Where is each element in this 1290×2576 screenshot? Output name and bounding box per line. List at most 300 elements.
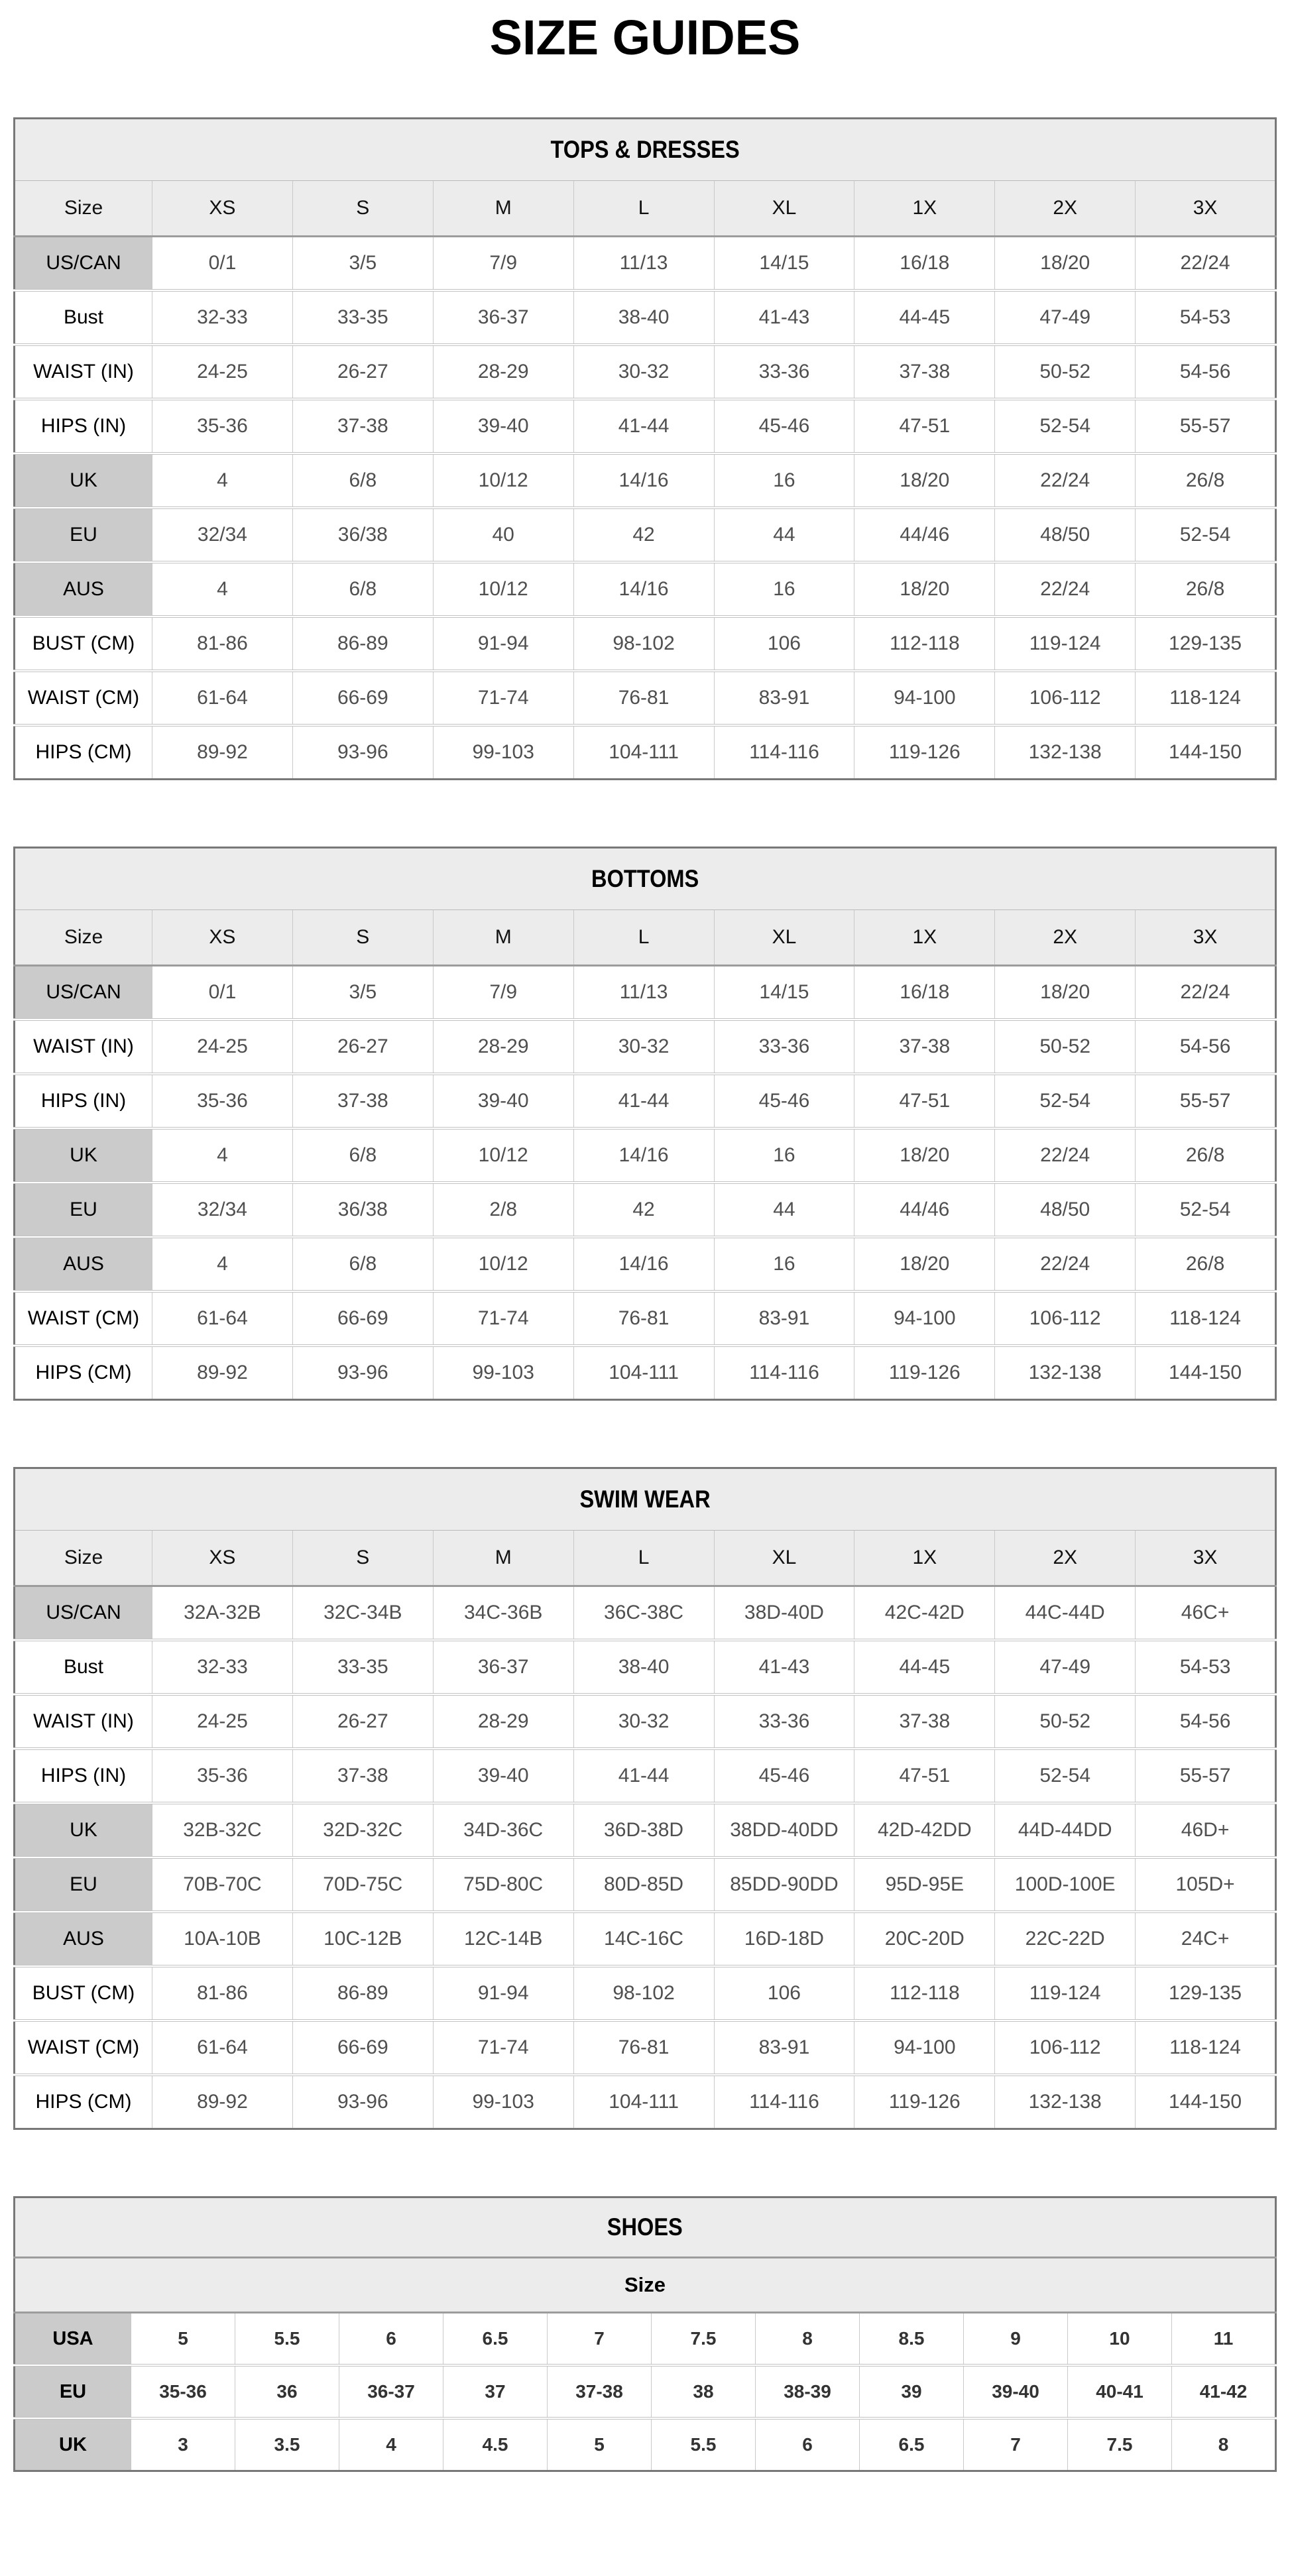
- cell: 7: [548, 2313, 652, 2366]
- row-label: UK: [15, 2418, 131, 2471]
- header-s: S: [292, 181, 433, 237]
- table-row-hips-in: [15, 399, 1276, 453]
- cell: 32/34: [152, 1183, 293, 1237]
- cell: 55-57: [1136, 399, 1276, 453]
- cell: 106: [714, 1966, 854, 2020]
- cell: 36/38: [292, 508, 433, 562]
- cell: 47-49: [995, 290, 1136, 345]
- cell: 119-124: [995, 1966, 1136, 2020]
- table-row-eu: [15, 1183, 1276, 1237]
- cell: 30-32: [573, 345, 714, 399]
- header-size: Size: [15, 910, 152, 966]
- cell: 36D-38D: [573, 1803, 714, 1857]
- page-title: SIZE GUIDES: [489, 10, 801, 65]
- cell: 26-27: [292, 1020, 433, 1074]
- cell: 114-116: [714, 2075, 854, 2129]
- cell: 36/38: [292, 1183, 433, 1237]
- cell: 66-69: [292, 1291, 433, 1346]
- cell: 37-38: [854, 345, 995, 399]
- cell: 114-116: [714, 725, 854, 780]
- cell: 104-111: [573, 725, 714, 780]
- row-label: UK: [15, 1128, 152, 1183]
- cell: 37: [443, 2365, 548, 2418]
- table-title-row: [15, 1468, 1276, 1531]
- size-band-cell: [15, 2258, 1276, 2313]
- cell: 14/16: [573, 1237, 714, 1291]
- header-m: M: [433, 1531, 573, 1586]
- table-row-waist-cm: [15, 671, 1276, 725]
- cell: 54-56: [1136, 1694, 1276, 1749]
- table-row-hips-cm: [15, 1346, 1276, 1400]
- header-l: L: [573, 910, 714, 966]
- table-title: TOPS & DRESSES: [550, 136, 740, 164]
- cell: 16: [714, 562, 854, 616]
- cell: 50-52: [995, 1020, 1136, 1074]
- cell: 3/5: [292, 237, 433, 291]
- cell: 44: [714, 508, 854, 562]
- cell: 36-37: [433, 1640, 573, 1694]
- cell: 106-112: [995, 2020, 1136, 2075]
- cell: 52-54: [995, 399, 1136, 453]
- cell: 52-54: [995, 1074, 1136, 1128]
- table-shoes: [13, 2196, 1277, 2472]
- cell: 10: [1068, 2313, 1172, 2366]
- cell: 37-38: [854, 1020, 995, 1074]
- cell: 93-96: [292, 2075, 433, 2129]
- cell: 6/8: [292, 453, 433, 508]
- cell: 91-94: [433, 1966, 573, 2020]
- cell: 119-126: [854, 1346, 995, 1400]
- cell: 34D-36C: [433, 1803, 573, 1857]
- table-title: SHOES: [607, 2213, 683, 2241]
- table-row-eu: [15, 1857, 1276, 1912]
- cell: 16D-18D: [714, 1912, 854, 1966]
- cell: 89-92: [152, 1346, 293, 1400]
- cell: 80D-85D: [573, 1857, 714, 1912]
- cell: 91-94: [433, 616, 573, 671]
- cell: 86-89: [292, 616, 433, 671]
- cell: 22C-22D: [995, 1912, 1136, 1966]
- cell: 104-111: [573, 1346, 714, 1400]
- cell: 32-33: [152, 290, 293, 345]
- table-row-uk: [15, 1803, 1276, 1857]
- cell: 7.5: [652, 2313, 756, 2366]
- cell: 112-118: [854, 1966, 995, 2020]
- header-xs: XS: [152, 1531, 293, 1586]
- cell: 105D+: [1136, 1857, 1276, 1912]
- cell: 33-36: [714, 1020, 854, 1074]
- cell: 8: [1172, 2418, 1276, 2471]
- cell: 50-52: [995, 345, 1136, 399]
- cell: 37-38: [292, 399, 433, 453]
- cell: 76-81: [573, 1291, 714, 1346]
- cell: 39: [860, 2365, 964, 2418]
- cell: 36-37: [339, 2365, 443, 2418]
- row-label: AUS: [15, 1912, 152, 1966]
- table-row-waist-in: [15, 1020, 1276, 1074]
- cell: 6/8: [292, 562, 433, 616]
- header-3x: 3X: [1136, 910, 1276, 966]
- row-label: BUST (CM): [15, 616, 152, 671]
- cell: 44C-44D: [995, 1586, 1136, 1641]
- row-label: BUST (CM): [15, 1966, 152, 2020]
- table-row-aus: [15, 562, 1276, 616]
- table-row-aus: [15, 1237, 1276, 1291]
- cell: 99-103: [433, 725, 573, 780]
- table-row-hips-cm: [15, 2075, 1276, 2129]
- cell: 98-102: [573, 616, 714, 671]
- cell: 37-38: [292, 1749, 433, 1803]
- cell: 48/50: [995, 1183, 1136, 1237]
- cell: 4: [152, 562, 293, 616]
- cell: 45-46: [714, 399, 854, 453]
- cell: 39-40: [964, 2365, 1068, 2418]
- cell: 106-112: [995, 1291, 1136, 1346]
- row-label: US/CAN: [15, 237, 152, 291]
- cell: 61-64: [152, 2020, 293, 2075]
- table-row-us-can: [15, 1586, 1276, 1641]
- cell: 42: [573, 508, 714, 562]
- cell: 32C-34B: [292, 1586, 433, 1641]
- cell: 83-91: [714, 2020, 854, 2075]
- cell: 36: [235, 2365, 339, 2418]
- cell: 99-103: [433, 1346, 573, 1400]
- table-title-row: [15, 2197, 1276, 2258]
- cell: 41-44: [573, 399, 714, 453]
- header-2x: 2X: [995, 910, 1136, 966]
- cell: 93-96: [292, 1346, 433, 1400]
- cell: 4: [339, 2418, 443, 2471]
- cell: 44D-44DD: [995, 1803, 1136, 1857]
- cell: 44/46: [854, 508, 995, 562]
- cell: 70B-70C: [152, 1857, 293, 1912]
- row-label: Bust: [15, 290, 152, 345]
- header-l: L: [573, 181, 714, 237]
- cell: 18/20: [854, 453, 995, 508]
- table-title-row: [15, 848, 1276, 910]
- cell: 41-43: [714, 290, 854, 345]
- table-row-hips-in: [15, 1749, 1276, 1803]
- row-label: EU: [15, 1857, 152, 1912]
- cell: 16: [714, 1237, 854, 1291]
- cell: 4: [152, 1237, 293, 1291]
- cell: 33-35: [292, 1640, 433, 1694]
- row-label: HIPS (IN): [15, 1749, 152, 1803]
- cell: 6: [339, 2313, 443, 2366]
- cell: 106-112: [995, 671, 1136, 725]
- row-label: AUS: [15, 1237, 152, 1291]
- cell: 8: [756, 2313, 860, 2366]
- header-3x: 3X: [1136, 1531, 1276, 1586]
- cell: 36C-38C: [573, 1586, 714, 1641]
- row-label: WAIST (IN): [15, 345, 152, 399]
- table-row-uk: [15, 453, 1276, 508]
- header-1x: 1X: [854, 181, 995, 237]
- cell: 46D+: [1136, 1803, 1276, 1857]
- row-label: EU: [15, 508, 152, 562]
- cell: 33-36: [714, 345, 854, 399]
- cell: 40-41: [1068, 2365, 1172, 2418]
- cell: 38D-40D: [714, 1586, 854, 1641]
- cell: 18/20: [854, 1128, 995, 1183]
- cell: 114-116: [714, 1346, 854, 1400]
- table-row-usa: [15, 2313, 1276, 2366]
- cell: 5.5: [235, 2313, 339, 2366]
- cell: 22/24: [1136, 966, 1276, 1020]
- header-size: Size: [15, 1531, 152, 1586]
- row-label: EU: [15, 2365, 131, 2418]
- cell: 132-138: [995, 725, 1136, 780]
- cell: 132-138: [995, 1346, 1136, 1400]
- cell: 4: [152, 1128, 293, 1183]
- cell: 10/12: [433, 1128, 573, 1183]
- cell: 95D-95E: [854, 1857, 995, 1912]
- cell: 55-57: [1136, 1074, 1276, 1128]
- cell: 47-51: [854, 1074, 995, 1128]
- cell: 38DD-40DD: [714, 1803, 854, 1857]
- cell: 10A-10B: [152, 1912, 293, 1966]
- cell: 26-27: [292, 1694, 433, 1749]
- cell: 3/5: [292, 966, 433, 1020]
- cell: 4.5: [443, 2418, 548, 2471]
- cell: 61-64: [152, 1291, 293, 1346]
- cell: 144-150: [1136, 1346, 1276, 1400]
- table-row-bust-cm: [15, 1966, 1276, 2020]
- cell: 35-36: [152, 1074, 293, 1128]
- table-row-uk: [15, 1128, 1276, 1183]
- cell: 37-38: [854, 1694, 995, 1749]
- column-header-row: [15, 1531, 1276, 1586]
- cell: 75D-80C: [433, 1857, 573, 1912]
- table-title-cell: [15, 1468, 1276, 1531]
- header-xl: XL: [714, 1531, 854, 1586]
- cell: 48/50: [995, 508, 1136, 562]
- table-swim-wear: [13, 1467, 1277, 2130]
- cell: 34C-36B: [433, 1586, 573, 1641]
- cell: 6.5: [443, 2313, 548, 2366]
- cell: 14/15: [714, 237, 854, 291]
- cell: 16: [714, 453, 854, 508]
- cell: 112-118: [854, 616, 995, 671]
- table-bottoms: [13, 847, 1277, 1401]
- cell: 71-74: [433, 1291, 573, 1346]
- cell: 9: [964, 2313, 1068, 2366]
- cell: 0/1: [152, 966, 293, 1020]
- cell: 11/13: [573, 237, 714, 291]
- cell: 32D-32C: [292, 1803, 433, 1857]
- row-label: WAIST (IN): [15, 1694, 152, 1749]
- cell: 93-96: [292, 725, 433, 780]
- row-label: Bust: [15, 1640, 152, 1694]
- table-row-aus: [15, 1912, 1276, 1966]
- cell: 47-51: [854, 1749, 995, 1803]
- cell: 3: [131, 2418, 235, 2471]
- cell: 35-36: [152, 1749, 293, 1803]
- cell: 99-103: [433, 2075, 573, 2129]
- row-label: EU: [15, 1183, 152, 1237]
- header-xs: XS: [152, 910, 293, 966]
- cell: 83-91: [714, 1291, 854, 1346]
- row-label: UK: [15, 453, 152, 508]
- header-xl: XL: [714, 910, 854, 966]
- cell: 104-111: [573, 2075, 714, 2129]
- cell: 14/16: [573, 453, 714, 508]
- cell: 42: [573, 1183, 714, 1237]
- table-title-cell: [15, 2197, 1276, 2258]
- table-row-us-can: [15, 966, 1276, 1020]
- cell: 86-89: [292, 1966, 433, 2020]
- table-row-waist-in: [15, 345, 1276, 399]
- table-row-waist-cm: [15, 2020, 1276, 2075]
- cell: 39-40: [433, 399, 573, 453]
- cell: 70D-75C: [292, 1857, 433, 1912]
- row-label: AUS: [15, 562, 152, 616]
- cell: 32A-32B: [152, 1586, 293, 1641]
- cell: 14/16: [573, 1128, 714, 1183]
- cell: 5.5: [652, 2418, 756, 2471]
- table-title: BOTTOMS: [591, 865, 699, 893]
- cell: 66-69: [292, 2020, 433, 2075]
- cell: 41-44: [573, 1074, 714, 1128]
- cell: 16/18: [854, 237, 995, 291]
- cell: 24-25: [152, 1694, 293, 1749]
- cell: 118-124: [1136, 2020, 1276, 2075]
- cell: 42C-42D: [854, 1586, 995, 1641]
- header-2x: 2X: [995, 181, 1136, 237]
- cell: 83-91: [714, 671, 854, 725]
- cell: 144-150: [1136, 725, 1276, 780]
- cell: 37-38: [548, 2365, 652, 2418]
- row-label: HIPS (CM): [15, 725, 152, 780]
- cell: 85DD-90DD: [714, 1857, 854, 1912]
- header-xl: XL: [714, 181, 854, 237]
- cell: 76-81: [573, 2020, 714, 2075]
- cell: 129-135: [1136, 1966, 1276, 2020]
- cell: 14/16: [573, 562, 714, 616]
- cell: 32-33: [152, 1640, 293, 1694]
- table-row-eu: [15, 508, 1276, 562]
- cell: 22/24: [995, 1128, 1136, 1183]
- cell: 18/20: [995, 966, 1136, 1020]
- cell: 8.5: [860, 2313, 964, 2366]
- table-row-hips-in: [15, 1074, 1276, 1128]
- cell: 94-100: [854, 1291, 995, 1346]
- cell: 10C-12B: [292, 1912, 433, 1966]
- header-size: Size: [15, 181, 152, 237]
- cell: 33-35: [292, 290, 433, 345]
- cell: 132-138: [995, 2075, 1136, 2129]
- cell: 10/12: [433, 453, 573, 508]
- header-s: S: [292, 910, 433, 966]
- cell: 24-25: [152, 345, 293, 399]
- cell: 118-124: [1136, 1291, 1276, 1346]
- cell: 32/34: [152, 508, 293, 562]
- cell: 44/46: [854, 1183, 995, 1237]
- table-row-waist-cm: [15, 1291, 1276, 1346]
- cell: 35-36: [131, 2365, 235, 2418]
- cell: 28-29: [433, 1694, 573, 1749]
- cell: 94-100: [854, 2020, 995, 2075]
- cell: 6/8: [292, 1128, 433, 1183]
- row-label: US/CAN: [15, 966, 152, 1020]
- table-title: SWIM WEAR: [579, 1486, 711, 1513]
- cell: 42D-42DD: [854, 1803, 995, 1857]
- row-label: HIPS (CM): [15, 1346, 152, 1400]
- cell: 39-40: [433, 1749, 573, 1803]
- cell: 98-102: [573, 1966, 714, 2020]
- table-row-hips-cm: [15, 725, 1276, 780]
- cell: 38-39: [756, 2365, 860, 2418]
- cell: 44-45: [854, 290, 995, 345]
- table-title-cell: [15, 848, 1276, 910]
- cell: 6/8: [292, 1237, 433, 1291]
- cell: 81-86: [152, 616, 293, 671]
- cell: 4: [152, 453, 293, 508]
- table-row-us-can: [15, 237, 1276, 291]
- column-header-row: [15, 181, 1276, 237]
- cell: 18/20: [854, 1237, 995, 1291]
- table-row-bust: [15, 290, 1276, 345]
- cell: 129-135: [1136, 616, 1276, 671]
- cell: 26/8: [1136, 453, 1276, 508]
- cell: 71-74: [433, 2020, 573, 2075]
- cell: 52-54: [1136, 508, 1276, 562]
- cell: 41-43: [714, 1640, 854, 1694]
- cell: 119-126: [854, 2075, 995, 2129]
- cell: 11: [1172, 2313, 1276, 2366]
- header-s: S: [292, 1531, 433, 1586]
- table-row-uk: [15, 2418, 1276, 2471]
- cell: 12C-14B: [433, 1912, 573, 1966]
- cell: 7/9: [433, 966, 573, 1020]
- cell: 144-150: [1136, 2075, 1276, 2129]
- cell: 76-81: [573, 671, 714, 725]
- cell: 89-92: [152, 2075, 293, 2129]
- cell: 22/24: [995, 453, 1136, 508]
- cell: 119-124: [995, 616, 1136, 671]
- cell: 38-40: [573, 1640, 714, 1694]
- cell: 54-53: [1136, 290, 1276, 345]
- cell: 61-64: [152, 671, 293, 725]
- cell: 45-46: [714, 1749, 854, 1803]
- column-header-row: [15, 910, 1276, 966]
- row-label: HIPS (CM): [15, 2075, 152, 2129]
- cell: 55-57: [1136, 1749, 1276, 1803]
- row-label: WAIST (CM): [15, 1291, 152, 1346]
- cell: 28-29: [433, 345, 573, 399]
- cell: 52-54: [1136, 1183, 1276, 1237]
- cell: 45-46: [714, 1074, 854, 1128]
- cell: 26/8: [1136, 562, 1276, 616]
- header-m: M: [433, 910, 573, 966]
- cell: 44: [714, 1183, 854, 1237]
- tables-container: [0, 117, 1290, 2472]
- cell: 3.5: [235, 2418, 339, 2471]
- cell: 54-56: [1136, 1020, 1276, 1074]
- cell: 41-42: [1172, 2365, 1276, 2418]
- cell: 33-36: [714, 1694, 854, 1749]
- cell: 26/8: [1136, 1237, 1276, 1291]
- cell: 38: [652, 2365, 756, 2418]
- size-guides-page: [0, 9, 1290, 2472]
- cell: 46C+: [1136, 1586, 1276, 1641]
- row-label: WAIST (CM): [15, 2020, 152, 2075]
- cell: 100D-100E: [995, 1857, 1136, 1912]
- cell: 54-53: [1136, 1640, 1276, 1694]
- cell: 118-124: [1136, 671, 1276, 725]
- cell: 47-51: [854, 399, 995, 453]
- cell: 52-54: [995, 1749, 1136, 1803]
